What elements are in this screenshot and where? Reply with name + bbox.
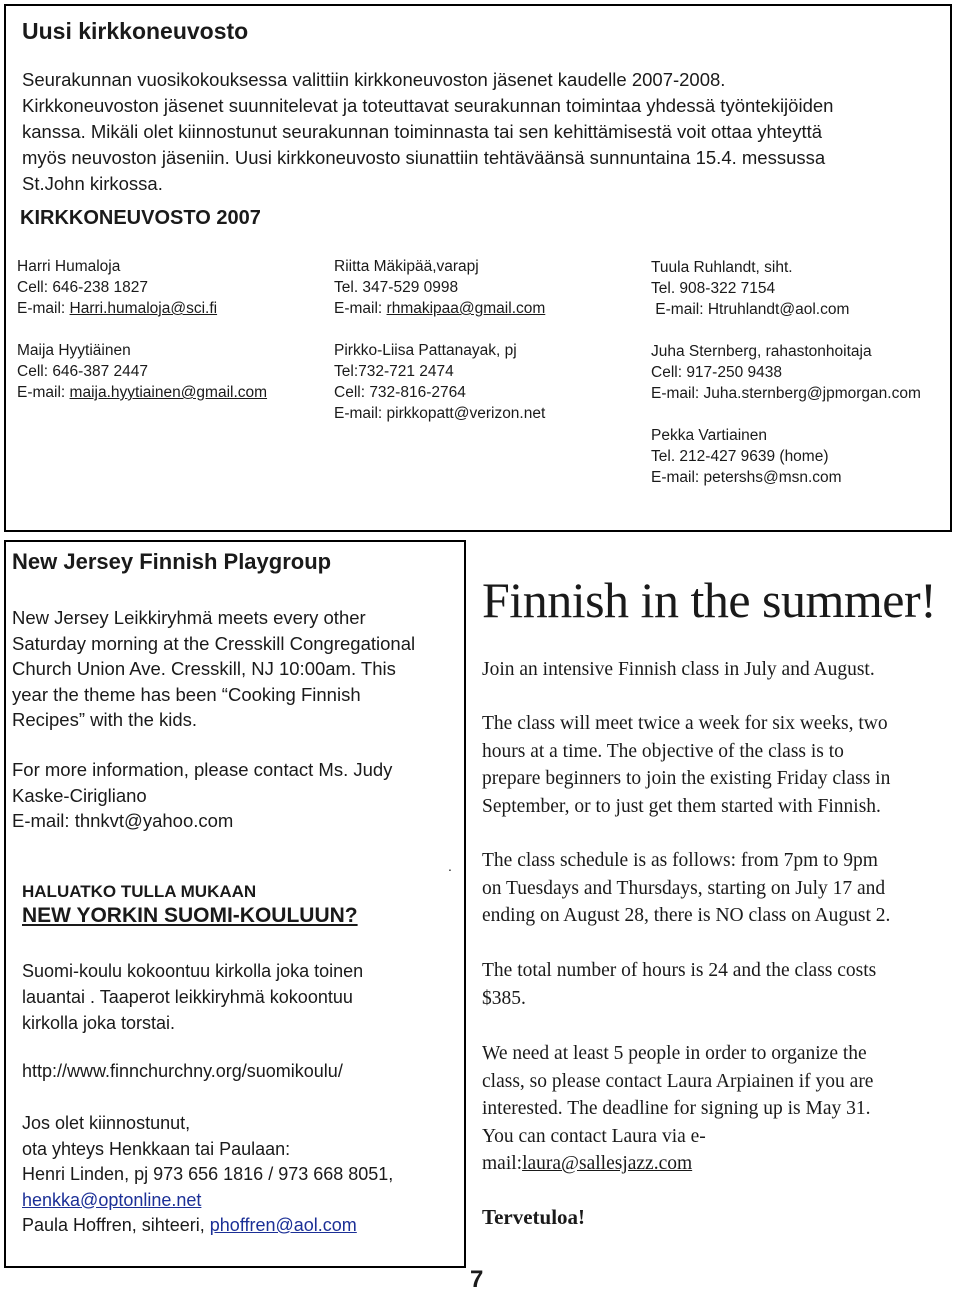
member-name: Tuula Ruhlandt, siht. [651, 259, 793, 276]
school-url-link[interactable]: http://www.finnchurchny.org/suomikoulu/ [22, 1061, 343, 1081]
summer-paragraph-2 [482, 710, 954, 820]
playgroup-line: year the theme has been “Cooking Finnish [12, 683, 361, 705]
member-name: Harri Humaloja [17, 258, 121, 275]
summer-line: You can contact Laura via e- [482, 1125, 706, 1147]
member-riitta [334, 256, 545, 319]
summer-paragraph-1 [482, 656, 954, 684]
intro-line: Kirkkoneuvoston jäsenet suunnitelevat ja toteuttavat seurakunnan toimintaa yhdessä työntekijöiden [22, 95, 834, 116]
members-column-1 [17, 256, 267, 424]
henri-email-link[interactable]: henkka@optonline.net [22, 1189, 202, 1210]
member-email: E-mail: pirkkopatt@verizon.net [334, 405, 546, 422]
summer-line: on Tuesdays and Thursdays, starting on July 17 and [482, 877, 886, 899]
intro-line: St.John kirkossa. [22, 173, 163, 194]
summer-line: The class will meet twice a week for six weeks, two [482, 713, 888, 734]
summer-line: interested. The deadline for signing up is May 31. [482, 1098, 871, 1119]
summer-line: prepare beginners to join the existing Friday class in [482, 768, 891, 789]
member-name: Maija Hyytiäinen [17, 342, 131, 359]
summer-line: class, so please contact Laura Arpiainen if you are [482, 1070, 874, 1092]
member-pekka [651, 425, 921, 488]
page-number: 7 [470, 1266, 484, 1293]
intro-line: myös neuvoston jäseniin. Uusi kirkkoneuvosto siunattiin tehtäväänsä sunnuntaina 15.4. messussa [22, 147, 826, 168]
email-label: E-mail: [17, 300, 70, 317]
summer-mail-line [482, 1150, 954, 1178]
school-text [22, 958, 462, 1036]
summer-paragraph-4 [482, 957, 954, 1012]
member-name: Pirkko-Liisa Pattanayak, pj [334, 342, 517, 359]
school-line: Suomi-koulu kokoontuu kirkolla joka toinen [22, 961, 364, 981]
summer-line: ending on August 28, there is NO class on August 2. [482, 905, 891, 926]
playgroup-text [12, 605, 462, 733]
members-column-2 [334, 256, 545, 445]
paula-prefix: Paula Hoffren, sihteeri, [22, 1215, 210, 1235]
playgroup-line: Church Union Ave. Cresskill, NJ 10:00am. This [12, 658, 396, 679]
email-link[interactable]: maija.hyytiainen@gmail.com [69, 384, 268, 401]
council-intro [22, 67, 922, 197]
summer-closing: Tervetuloa! [482, 1205, 586, 1229]
playgroup-contact [12, 757, 462, 834]
paula-email-link[interactable]: phoffren@aol.com [209, 1215, 357, 1235]
summer-paragraph-3 [482, 847, 954, 930]
member-email-line [334, 298, 545, 319]
playgroup-info-line: Kaske-Cirigliano [12, 784, 147, 806]
member-phone: Cell: 646-238 1827 [17, 279, 148, 296]
school-line: kirkolla joka torstai. [22, 1013, 176, 1033]
member-email: E-mail: petershs@msn.com [651, 469, 842, 486]
member-phone: Tel:732-721 2474 [334, 363, 454, 380]
stray-dot: . [448, 858, 452, 874]
summer-line: The total number of hours is 24 and the class costs [482, 960, 877, 981]
school-contact-line: ota yhteys Henkkaan tai Paulaan: [22, 1138, 291, 1159]
school-line: lauantai . Taaperot leikkiryhmä kokoontuu [22, 987, 353, 1007]
member-name: Pekka Vartiainen [651, 427, 768, 444]
email-label: E-mail: [334, 300, 387, 317]
playgroup-line: Saturday morning at the Cresskill Congregational [12, 632, 416, 654]
members-column-3 [651, 257, 921, 509]
school-contact-line: Jos olet kiinnostunut, [22, 1113, 191, 1133]
playgroup-line: New Jersey Leikkiryhmä meets every other [12, 607, 366, 628]
member-harri [17, 256, 267, 319]
mail-prefix: mail: [482, 1153, 523, 1174]
paula-line [22, 1213, 462, 1239]
council-list-title: KIRKKONEUVOSTO 2007 [20, 207, 261, 229]
member-pirkko [334, 340, 545, 424]
member-tuula [651, 257, 921, 320]
member-email-line [17, 298, 267, 319]
summer-paragraph-5 [482, 1040, 954, 1178]
member-email-line [17, 382, 267, 403]
playgroup-info-line: For more information, please contact Ms. Judy [12, 759, 393, 780]
summer-line: hours at a time. The objective of the class is to [482, 740, 844, 762]
intro-line: Seurakunnan vuosikokouksessa valittiin kirkkoneuvoston jäsenet kaudelle 2007-2008. [22, 69, 726, 90]
intro-line: kanssa. Mikäli olet kiinnostunut seurakunnan toiminnasta tai sen kehittämisestä voit ottaa yhteyttä [22, 121, 823, 142]
playgroup-info-line: E-mail: thnkvt@yahoo.com [12, 810, 234, 831]
member-juha [651, 341, 921, 404]
email-link[interactable]: Harri.humaloja@sci.fi [69, 300, 218, 317]
summer-heading: Finnish in the summer! [482, 572, 937, 628]
playgroup-heading: New Jersey Finnish Playgroup [12, 549, 332, 574]
school-heading-big: NEW YORKIN SUOMI-KOULUUN? [22, 904, 358, 927]
school-heading-small: HALUATKO TULLA MUKAAN [22, 882, 257, 901]
member-name: Riitta Mäkipää,varapj [334, 258, 479, 275]
playgroup-line: Recipes” with the kids. [12, 709, 198, 730]
summer-line: We need at least 5 people in order to organize the [482, 1043, 867, 1064]
council-heading: Uusi kirkkoneuvosto [22, 18, 249, 44]
member-email: E-mail: Htruhlandt@aol.com [651, 301, 850, 318]
school-contact [22, 1111, 462, 1239]
laura-email-link[interactable]: laura@sallesjazz.com [522, 1153, 693, 1174]
member-name: Juha Sternberg, rahastonhoitaja [651, 343, 872, 360]
summer-line: Join an intensive Finnish class in July and August. [482, 659, 875, 680]
summer-line: September, or to just get them started with Finnish. [482, 795, 881, 817]
member-cell: Cell: 732-816-2764 [334, 384, 466, 401]
member-email: E-mail: Juha.sternberg@jpmorgan.com [651, 385, 921, 402]
school-contact-line: Henri Linden, pj 973 656 1816 / 973 668 8051, [22, 1164, 394, 1184]
member-phone: Cell: 646-387 2447 [17, 363, 148, 380]
member-phone: Cell: 917-250 9438 [651, 364, 782, 381]
email-link[interactable]: rhmakipaa@gmail.com [386, 300, 546, 317]
member-phone: Tel. 212-427 9639 (home) [651, 448, 829, 465]
member-maija [17, 340, 267, 403]
member-phone: Tel. 908-322 7154 [651, 280, 776, 297]
email-label: E-mail: [17, 384, 70, 401]
summer-line: The class schedule is as follows: from 7pm to 9pm [482, 850, 878, 871]
member-phone: Tel. 347-529 0998 [334, 279, 459, 296]
summer-line: $385. [482, 987, 526, 1009]
